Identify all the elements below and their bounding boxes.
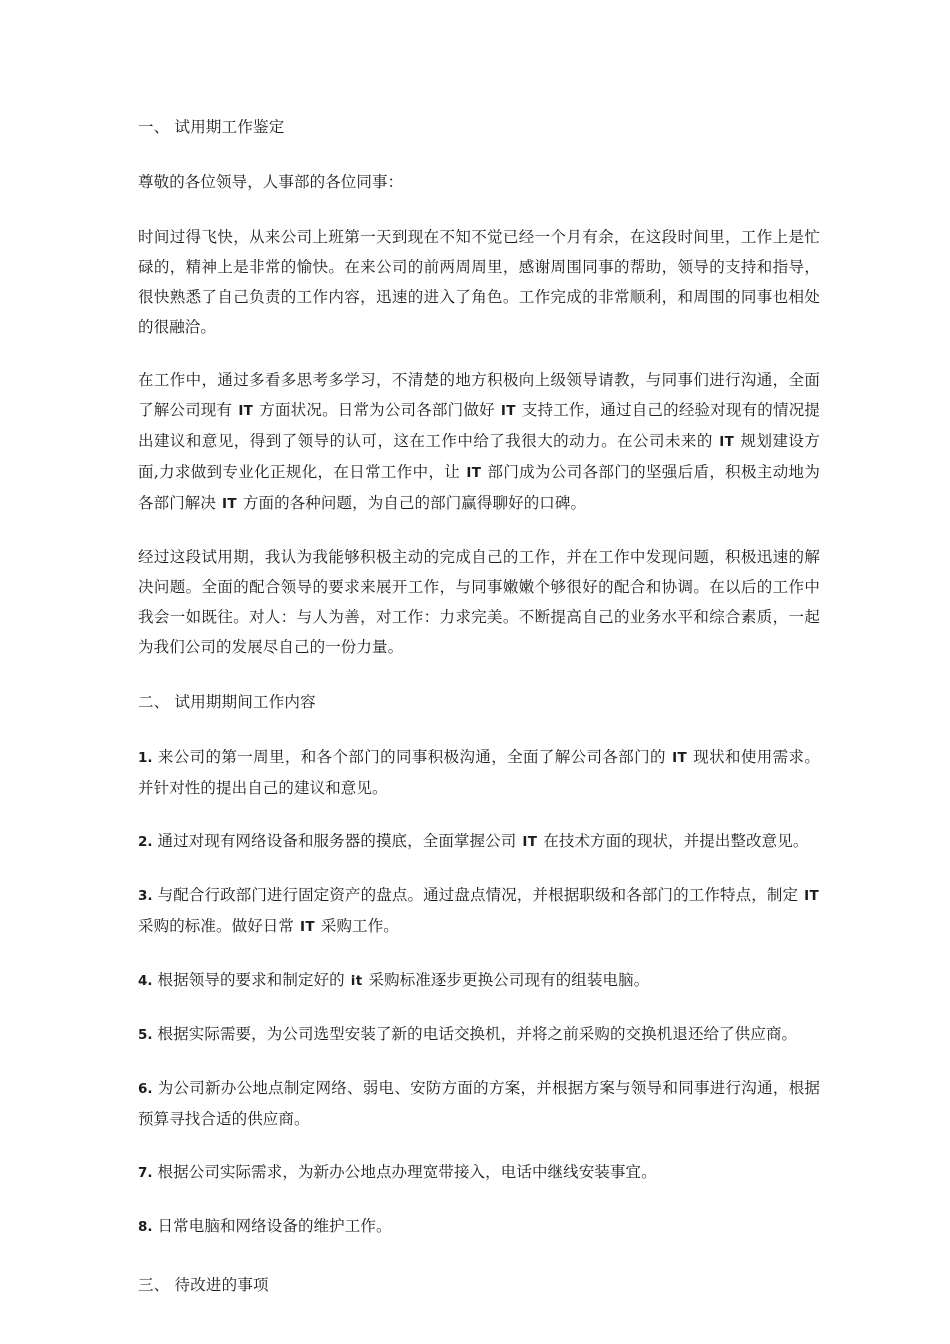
document-body bbox=[138, 112, 820, 1300]
list-item-6: 6. 为公司新办公地点制定网络、弱电、安防方面的方案，并根据方案与领导和同事进行沟通，根据预算寻找合适的供应商。 bbox=[138, 1079, 820, 1128]
inline-term: IT bbox=[500, 403, 516, 419]
spacer bbox=[138, 717, 820, 742]
spacer bbox=[138, 1242, 820, 1270]
list-marker: 5. bbox=[138, 1027, 153, 1043]
inline-term: IT bbox=[466, 465, 482, 481]
spacer bbox=[138, 1050, 820, 1073]
list-item-7: 7. 根据公司实际需求，为新办公地点办理宽带接入，电话中继线安装事宜。 bbox=[138, 1163, 657, 1181]
inline-term: IT bbox=[719, 434, 735, 450]
spacer bbox=[138, 197, 820, 222]
list-item-4: 4. 根据领导的要求和制定好的 it 采购标准逐步更换公司现有的组装电脑。 bbox=[138, 971, 650, 989]
list-marker: 6. bbox=[138, 1081, 153, 1097]
spacer bbox=[138, 1188, 820, 1211]
spacer bbox=[138, 1134, 820, 1157]
spacer bbox=[138, 662, 820, 687]
paragraph-summary: 经过这段试用期，我认为我能够积极主动的完成自己的工作，并在工作中发现问题，积极迅速的解决问题。全面的配合领导的要求来展开工作，与同事嫩嫩个够很好的配合和协调。在以后的工作中我会一如既往。对人：与人为善，对工作：力求完美。不断提高自己的业务水平和综合素质，一起为我们公司的发展尽自己的一份力量。 bbox=[138, 548, 820, 656]
spacer bbox=[138, 996, 820, 1019]
list-marker: 7. bbox=[138, 1165, 153, 1181]
list-marker: 4. bbox=[138, 973, 153, 989]
inline-term: it bbox=[350, 973, 363, 989]
spacer bbox=[138, 142, 820, 167]
salutation: 尊敬的各位领导，人事部的各位同事： bbox=[138, 173, 404, 191]
inline-term: IT bbox=[222, 496, 237, 512]
list-item-1: 1. 来公司的第一周里，和各个部门的同事积极沟通，全面了解公司各部门的 IT 现状和使用需求。并针对性的提出自己的建议和意见。 bbox=[138, 748, 820, 797]
list-item-2: 2. 通过对现有网络设备和服务器的摸底，全面掌握公司 IT 在技术方面的现状，并提出整改意见。 bbox=[138, 832, 809, 850]
inline-term: IT bbox=[300, 919, 315, 935]
list-marker: 2. bbox=[138, 834, 153, 850]
list-item-8: 8. 日常电脑和网络设备的维护工作。 bbox=[138, 1217, 392, 1235]
list-item-3: 3. 与配合行政部门进行固定资产的盘点。通过盘点情况，并根据职级和各部门的工作特点，制定 IT 采购的标准。做好日常 IT 采购工作。 bbox=[138, 886, 819, 935]
spacer bbox=[138, 857, 820, 880]
inline-term: IT bbox=[522, 834, 538, 850]
list-marker: 1. bbox=[138, 750, 153, 766]
section-heading-2: 二、 试用期期间工作内容 bbox=[138, 693, 316, 711]
list-item-5: 5. 根据实际需要，为公司选型安装了新的电话交换机，并将之前采购的交换机退还给了供应商。 bbox=[138, 1025, 798, 1043]
spacer bbox=[138, 519, 820, 542]
inline-term: IT bbox=[804, 888, 819, 904]
section-heading-1: 一、 试用期工作鉴定 bbox=[138, 118, 285, 136]
spacer bbox=[138, 803, 820, 826]
inline-term: IT bbox=[238, 403, 254, 419]
spacer bbox=[138, 942, 820, 965]
list-marker: 8. bbox=[138, 1219, 153, 1235]
list-marker: 3. bbox=[138, 888, 153, 904]
paragraph-work-detail: 在工作中，通过多看多思考多学习，不清楚的地方积极向上级领导请教，与同事们进行沟通，全面了解公司现有 IT 方面状况。日常为公司各部门做好 IT 支持工作，通过自己的经验对现有的情况提出建议和意见，得到了领导的认可，这在工作中给了我很大的动力。在公司未来的 IT 规划建设方面,力求做到专业化正规化，在日常工作中，让 IT 部门成为公司各部门的坚强后盾，积极主动地为各部门解决 IT 方面的各种问题，为自己的部门赢得聊好的口碑。 bbox=[138, 371, 820, 512]
section-heading-3: 三、 待改进的事项 bbox=[138, 1276, 269, 1294]
inline-term: IT bbox=[672, 750, 687, 766]
spacer bbox=[138, 342, 820, 365]
paragraph-intro: 时间过得飞快，从来公司上班第一天到现在不知不觉已经一个月有余，在这段时间里，工作上是忙碌的，精神上是非常的愉快。在来公司的前两周周里，感谢周围同事的帮助，领导的支持和指导，很快熟悉了自己负责的工作内容，迅速的进入了角色。工作完成的非常顺利，和周围的同事也相处的很融洽。 bbox=[138, 228, 820, 336]
